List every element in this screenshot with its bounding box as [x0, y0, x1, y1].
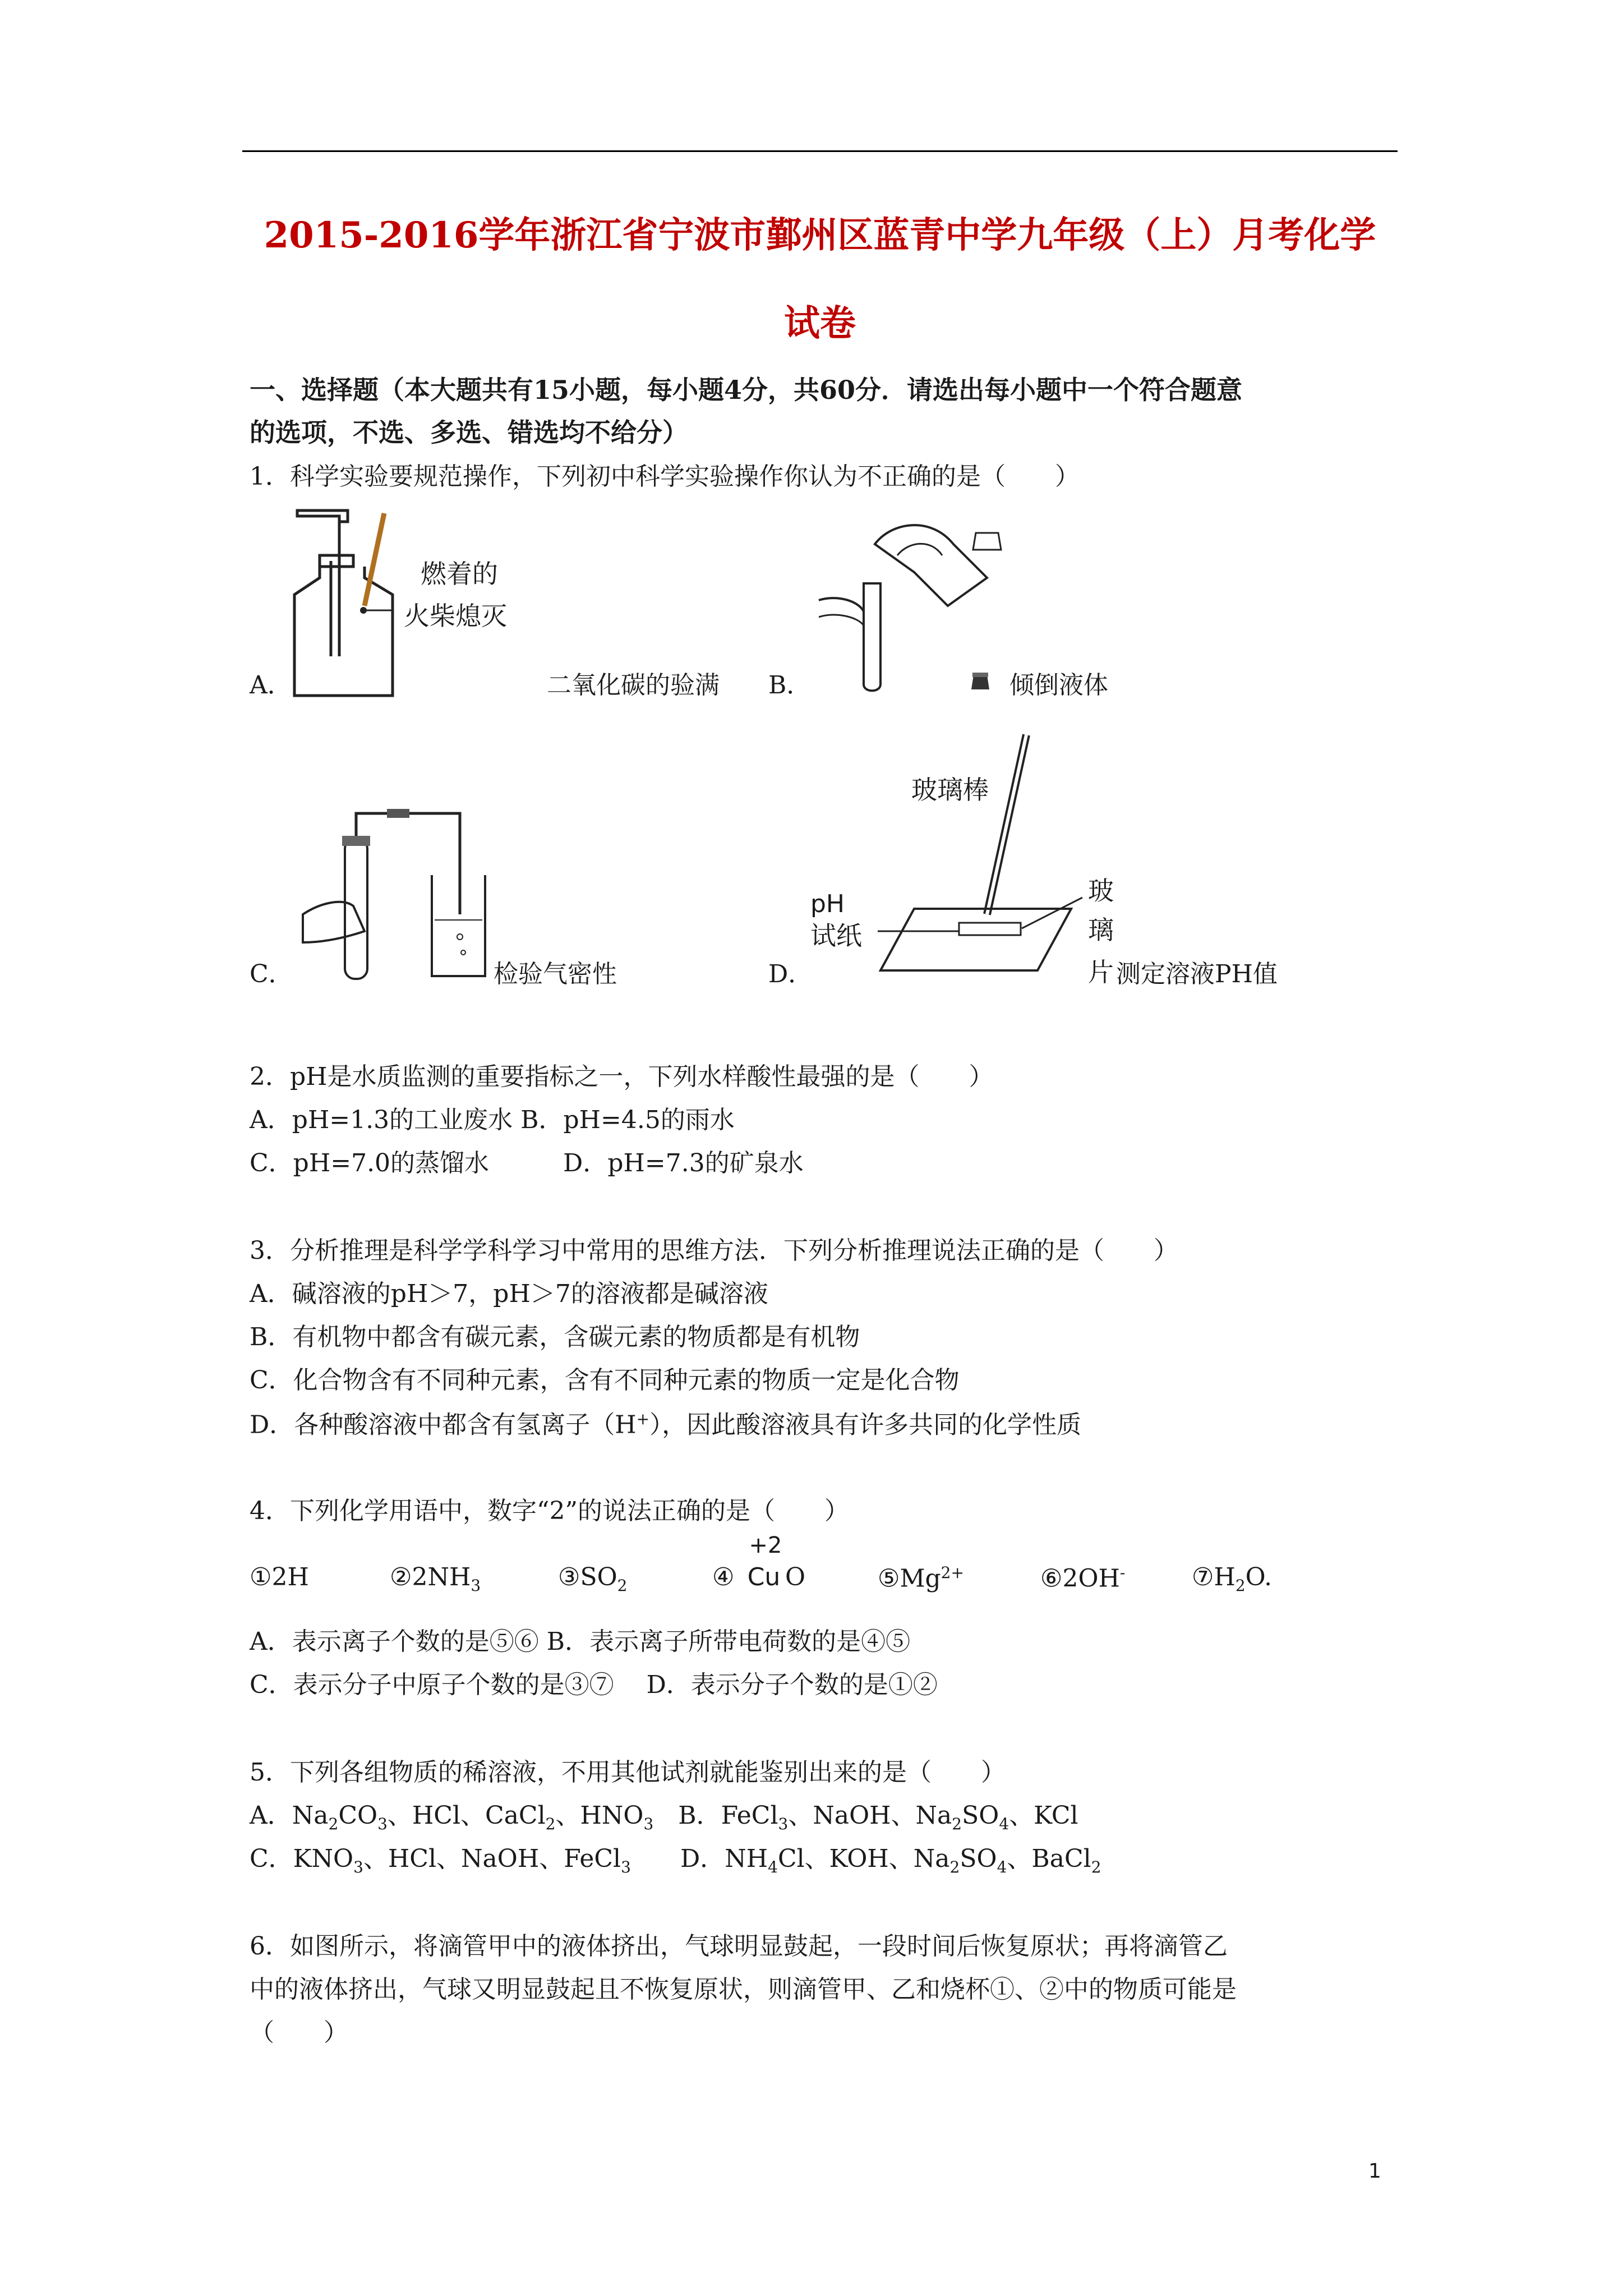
question-3-option-a: A．碱溶液的pH＞7，pH＞7的溶液都是碱溶液: [250, 1280, 768, 1308]
figure-a-label-2: 火柴熄灭: [404, 601, 507, 631]
symbol-item-1: ①2H: [250, 1563, 309, 1591]
figure-ph-test: [875, 729, 1099, 987]
exam-title-line2: 试卷: [784, 302, 856, 344]
figure-a-label-1: 燃着的: [421, 559, 498, 589]
figure-d-label-paper: 试纸: [810, 921, 862, 951]
question-2-options-cd: C．pH=7.0的蒸馏水 D．pH=7.3的矿泉水: [250, 1149, 804, 1177]
question-6-line2: 中的液体挤出，气球又明显鼓起且不恢复原状，则滴管甲、乙和烧杯①、②中的物质可能是: [250, 1975, 1237, 2004]
figure-d-label-ph: pH: [810, 890, 845, 918]
option-1a-letter: A．: [250, 671, 292, 700]
question-5-stem: 5．下列各组物质的稀溶液，不用其他试剂就能鉴别出来的是（ ）: [250, 1758, 1006, 1787]
figure-d-label-glass-2: 璃: [1088, 915, 1114, 945]
figure-d-label-glass-1: 玻: [1088, 876, 1114, 906]
symbol-item-3: $③SO_2$: [558, 1563, 628, 1595]
symbol-item-4-oxygen: O: [785, 1563, 806, 1591]
question-6-line1: 6．如图所示，将滴管甲中的液体挤出，气球明显鼓起，一段时间后恢复原状；再将滴管乙: [250, 1932, 1228, 1961]
header-rule: [242, 150, 1398, 152]
question-2-stem: 2．pH是水质监测的重要指标之一，下列水样酸性最强的是（ ）: [250, 1062, 994, 1091]
figure-d-label-glass-3: 片: [1088, 957, 1114, 987]
question-3-option-c: C．化合物含有不同种元素，含有不同种元素的物质一定是化合物: [250, 1366, 960, 1395]
symbol-item-5: $⑤Mg^{2+}$: [878, 1563, 964, 1593]
option-1b-letter: B．: [768, 671, 811, 700]
option-1c-text: 检验气密性: [494, 960, 617, 988]
question-4-options-ab: A．表示离子个数的是⑤⑥ B．表示离子所带电荷数的是④⑤: [250, 1627, 911, 1656]
question-3-option-d: D．各种酸溶液中都含有氢离子（H+），因此酸溶液具有许多共同的化学性质: [250, 1410, 1082, 1439]
symbol-item-2: $②2NH_3$: [390, 1563, 481, 1595]
option-1b-text: 倾倒液体: [1009, 671, 1108, 700]
symbol-item-4: ④: [712, 1563, 735, 1591]
question-6-line3: （ ）: [250, 2018, 348, 2047]
symbol-item-6: ⑥2OH-: [1040, 1563, 1126, 1593]
question-2-options-ab: A．pH=1.3的工业废水 B．pH=4.5的雨水: [250, 1106, 735, 1134]
question-4-options-cd: C．表示分子中原子个数的是③⑦ D．表示分子个数的是①②: [250, 1671, 938, 1699]
stopper-icon: [970, 670, 990, 693]
symbol-item-4-element: Cu: [747, 1563, 781, 1591]
option-1d-letter: D．: [768, 960, 813, 988]
question-1-stem: 1．科学实验要规范操作，下列初中科学实验操作你认为不正确的是（ ）: [250, 462, 1080, 491]
exam-title-line1: 2015-2016学年浙江省宁波市鄞州区蓝青中学九年级（上）月考化学: [264, 214, 1376, 256]
section-heading-line1: 一、选择题（本大题共有15小题，每小题4分，共60分．请选出每小题中一个符合题意: [250, 375, 1243, 405]
question-5-options-ab: A．$Na_2CO_3$、HCl、CaCl$_2$、$HNO_3$ B．FeCl$_3$、NaOH、$Na_2SO_4$、KCl: [250, 1801, 1078, 1833]
question-4-stem: 4．下列化学用语中，数字“2”的说法正确的是（ ）: [250, 1497, 849, 1525]
question-5-options-cd: C．$KNO_3$、HCl、NaOH、FeCl$_3$ D．$NH_4Cl$、KOH、$Na_2SO_4$、BaCl$_2$: [250, 1844, 1101, 1876]
question-3-stem: 3．分析推理是科学学科学习中常用的思维方法．下列分析推理说法正确的是（ ）: [250, 1236, 1178, 1265]
option-1a-text: 二氧化碳的验满: [547, 671, 720, 700]
figure-pouring-liquid: [808, 510, 1015, 696]
symbol-item-4-valence: +2: [749, 1533, 782, 1558]
symbol-item-7: $⑦H_2O$.: [1192, 1563, 1272, 1595]
page-number: 1: [1368, 2160, 1381, 2183]
option-1d-text: 测定溶液PH值: [1116, 960, 1278, 988]
figure-d-label-rod: 玻璃棒: [911, 775, 989, 805]
figure-airtightness-check: [292, 802, 494, 987]
option-1c-letter: C．: [250, 960, 293, 988]
question-3-option-b: B．有机物中都含有碳元素，含碳元素的物质都是有机物: [250, 1323, 860, 1351]
section-heading-line2: 的选项，不选、多选、错选均不给分）: [250, 417, 688, 448]
